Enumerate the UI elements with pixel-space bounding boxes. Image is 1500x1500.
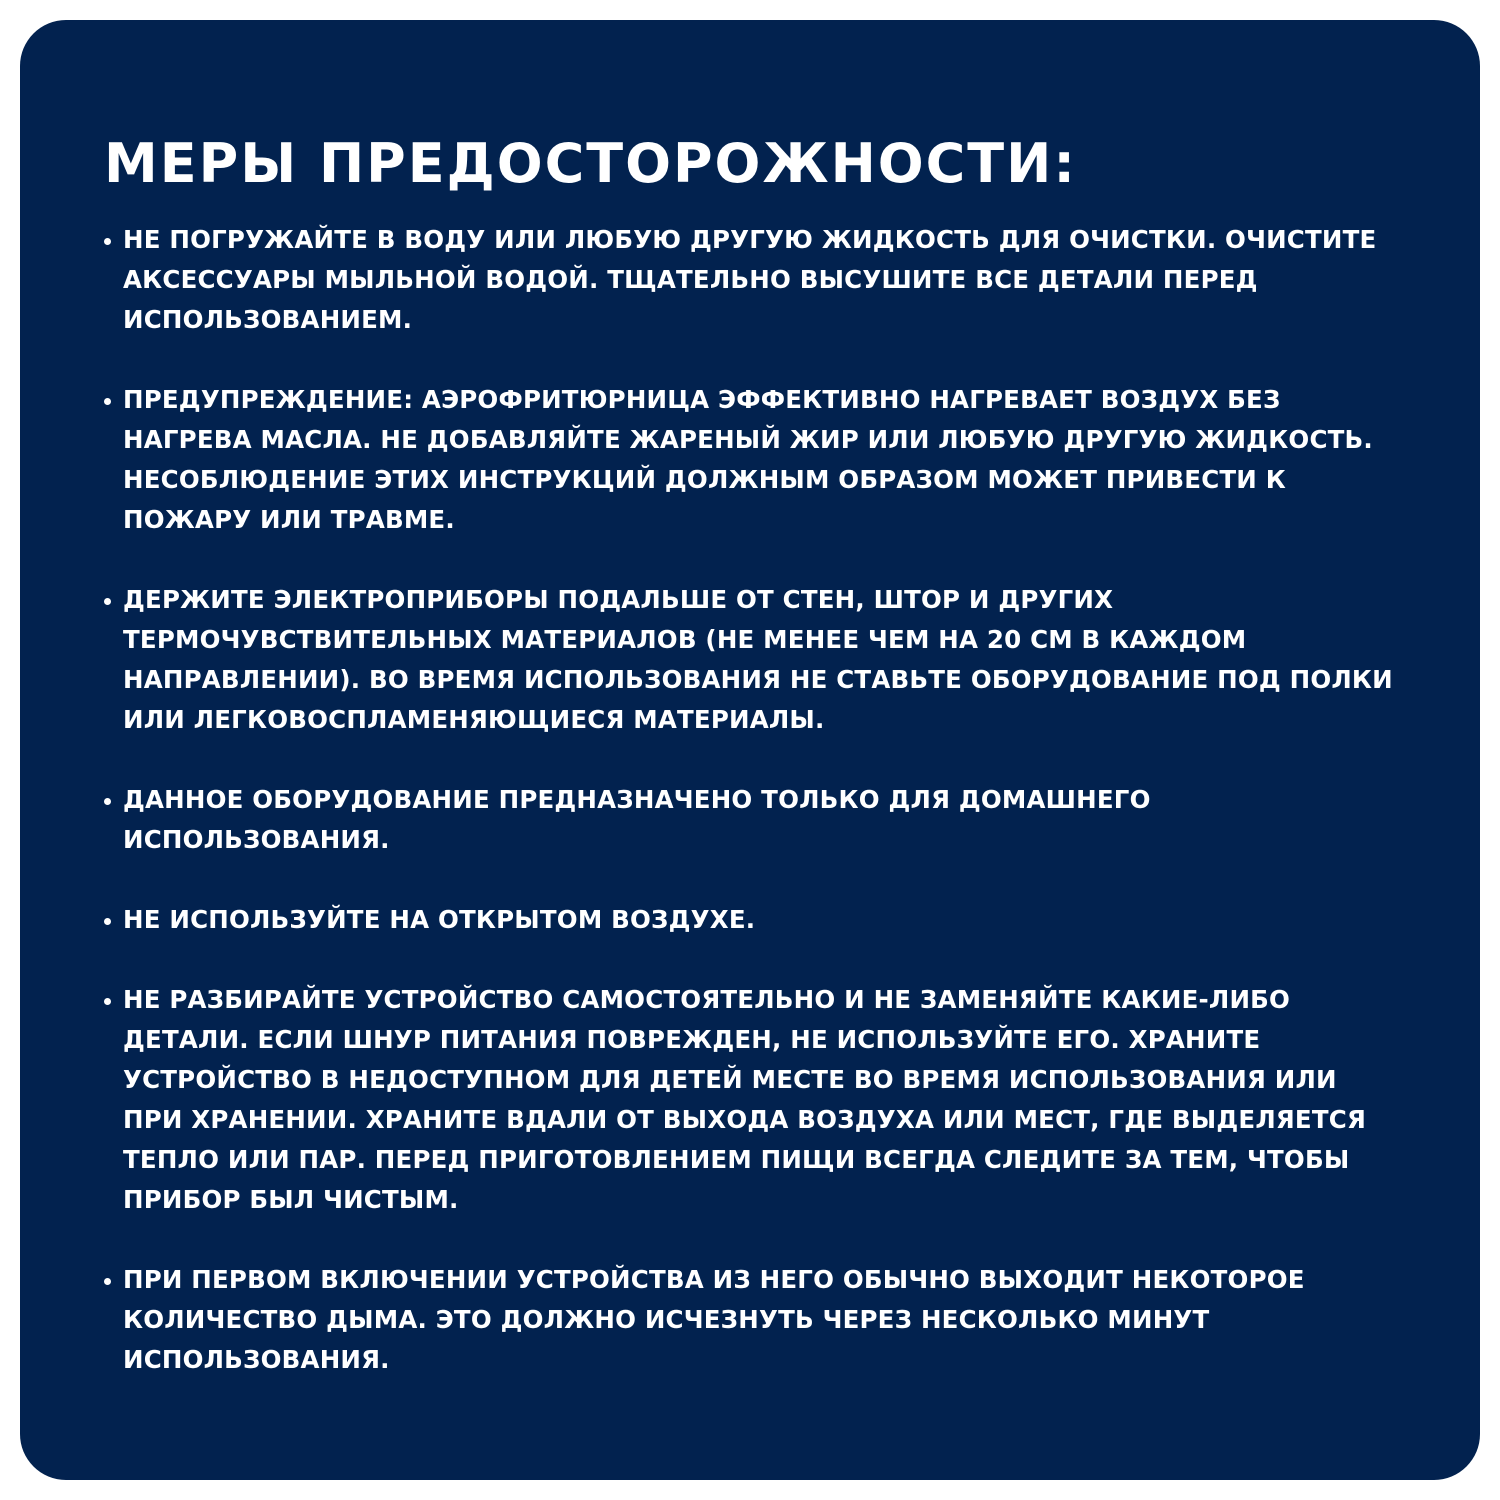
precautions-list (104, 220, 1400, 1380)
precaution-item-6: НЕ РАЗБИРАЙТЕ УСТРОЙСТВО САМОСТОЯТЕЛЬНО И НЕ ЗАМЕНЯЙТЕ КАКИЕ-ЛИБО ДЕТАЛИ. ЕСЛИ ШНУР ПИТАНИЯ ПОВРЕЖДЕН, НЕ ИСПОЛЬЗУЙТЕ ЕГО. ХРАНИТЕ УСТРОЙСТВО В НЕДОСТУПНОМ ДЛЯ ДЕТЕЙ МЕСТЕ ВО ВРЕМЯ ИСПОЛЬЗОВАНИЯ ИЛИ ПРИ ХРАНЕНИИ. ХРАНИТЕ ВДАЛИ ОТ ВЫХОДА ВОЗДУХА ИЛИ МЕСТ, ГДЕ ВЫДЕЛЯЕТСЯ ТЕПЛО ИЛИ ПАР. ПЕРЕД ПРИГОТОВЛЕНИЕМ ПИЩИ ВСЕГДА СЛЕДИТЕ ЗА ТЕМ, ЧТОБЫ ПРИБОР БЫЛ ЧИСТЫМ. (104, 980, 1400, 1220)
precaution-item-2: ПРЕДУПРЕЖДЕНИЕ: АЭРОФРИТЮРНИЦА ЭФФЕКТИВНО НАГРЕВАЕТ ВОЗДУХ БЕЗ НАГРЕВА МАСЛА. НЕ ДОБАВЛЯЙТЕ ЖАРЕНЫЙ ЖИР ИЛИ ЛЮБУЮ ДРУГУЮ ЖИДКОСТЬ. НЕСОБЛЮДЕНИЕ ЭТИХ ИНСТРУКЦИЙ ДОЛЖНЫМ ОБРАЗОМ МОЖЕТ ПРИВЕСТИ К ПОЖАРУ ИЛИ ТРАВМЕ. (104, 380, 1400, 540)
precautions-card (20, 20, 1480, 1480)
precaution-item-1: НЕ ПОГРУЖАЙТЕ В ВОДУ ИЛИ ЛЮБУЮ ДРУГУЮ ЖИДКОСТЬ ДЛЯ ОЧИСТКИ. ОЧИСТИТЕ АКСЕССУАРЫ МЫЛЬНОЙ ВОДОЙ. ТЩАТЕЛЬНО ВЫСУШИТЕ ВСЕ ДЕТАЛИ ПЕРЕД ИСПОЛЬЗОВАНИЕМ. (104, 220, 1400, 340)
precaution-item-3: ДЕРЖИТЕ ЭЛЕКТРОПРИБОРЫ ПОДАЛЬШЕ ОТ СТЕН, ШТОР И ДРУГИХ ТЕРМОЧУВСТВИТЕЛЬНЫХ МАТЕРИАЛОВ (НЕ МЕНЕЕ ЧЕМ НА 20 СМ В КАЖДОМ НАПРАВЛЕНИИ). ВО ВРЕМЯ ИСПОЛЬЗОВАНИЯ НЕ СТАВЬТЕ ОБОРУДОВАНИЕ ПОД ПОЛКИ ИЛИ ЛЕГКОВОСПЛАМЕНЯЮЩИЕСЯ МАТЕРИАЛЫ. (104, 580, 1400, 740)
card-title: МЕРЫ ПРЕДОСТОРОЖНОСТИ: (104, 132, 1077, 195)
precaution-item-5: НЕ ИСПОЛЬЗУЙТЕ НА ОТКРЫТОМ ВОЗДУХЕ. (104, 900, 1400, 940)
precaution-item-4: ДАННОЕ ОБОРУДОВАНИЕ ПРЕДНАЗНАЧЕНО ТОЛЬКО ДЛЯ ДОМАШНЕГО ИСПОЛЬЗОВАНИЯ. (104, 780, 1400, 860)
precaution-item-7: ПРИ ПЕРВОМ ВКЛЮЧЕНИИ УСТРОЙСТВА ИЗ НЕГО ОБЫЧНО ВЫХОДИТ НЕКОТОРОЕ КОЛИЧЕСТВО ДЫМА. ЭТО ДОЛЖНО ИСЧЕЗНУТЬ ЧЕРЕЗ НЕСКОЛЬКО МИНУТ ИСПОЛЬЗОВАНИЯ. (104, 1260, 1400, 1380)
